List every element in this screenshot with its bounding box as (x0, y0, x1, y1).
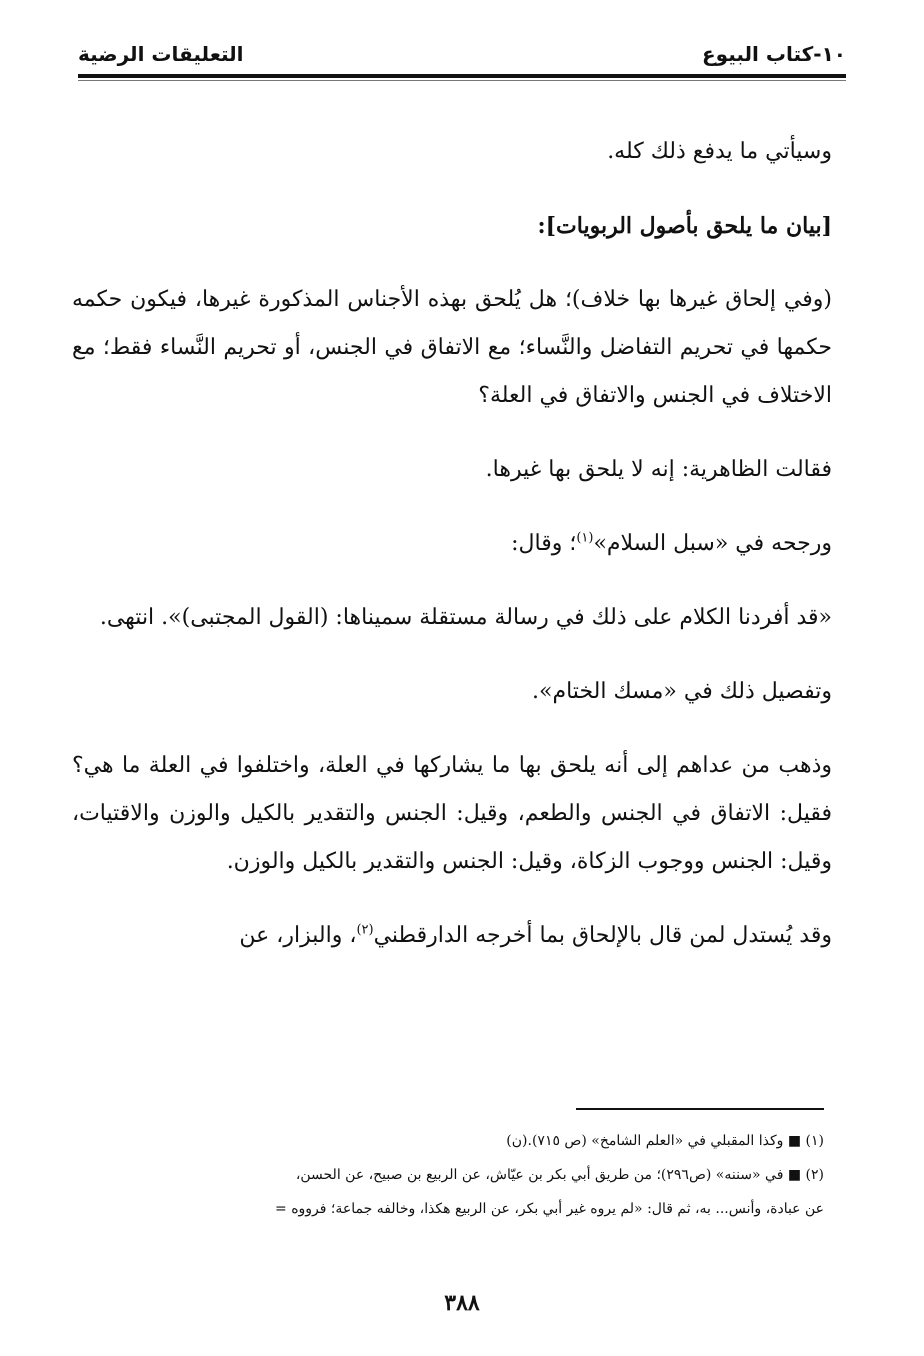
page-number: ٣٨٨ (444, 1290, 480, 1316)
paragraph-3: (وفي إلحاق غيرها بها خلاف)؛ هل يُلحق بهذه الأجناس المذكورة غيرها، فيكون حكمه حكمها في تحريم التفاضل والنَّساء؛ مع الاتفاق في الجنس، أو تحريم النَّساء فقط؛ مع الاختلاف في الجنس والاتفاق في العلة؟ (72, 287, 832, 408)
paragraph-8: وذهب من عداهم إلى أنه يلحق بها ما يشاركها في العلة، واختلفوا في العلة ما هي؟ فقيل: الاتفاق في الجنس والطعم، وقيل: الجنس والتقدير بالكيل والوزن والاقتيات، وقيل: الجنس ووجوب الزكاة، وقيل: الجنس والتقدير بالكيل والوزن. (72, 753, 832, 874)
paragraph-4: فقالت الظاهرية: إنه لا يلحق بها غيرها. (485, 457, 832, 482)
paragraph-9 (72, 912, 832, 960)
footnote-1: (١) ■ وكذا المقبلي في «العلم الشامخ» (ص ٧١٥).(ن) (506, 1133, 824, 1149)
chapter-title: ١٠-كتاب البيوع (702, 42, 846, 66)
header-rule (78, 74, 846, 78)
main-text (72, 128, 832, 986)
header-rule-thin (78, 80, 846, 81)
running-header (78, 42, 846, 74)
footnote-ref-2[interactable]: (٢) (356, 922, 374, 938)
book-title: التعليقات الرضية (78, 42, 244, 66)
paragraph-5 (72, 520, 832, 568)
footnote-ref-1[interactable]: (١) (576, 530, 594, 546)
paragraph-7: وتفصيل ذلك في «مسك الختام». (532, 679, 832, 704)
paragraph-1: وسيأتي ما يدفع ذلك كله. (607, 139, 832, 164)
paragraph-5-text: ورجحه في «سبل السلام» (593, 531, 832, 556)
footnotes (102, 1124, 824, 1226)
footnote-separator (576, 1108, 824, 1110)
paragraph-5-tail: ؛ وقال: (511, 531, 577, 556)
paragraph-9-tail: ، والبزار، عن (239, 923, 357, 948)
section-heading: [بيان ما يلحق بأصول الربويات]: (537, 213, 832, 239)
paragraph-6: «قد أفردنا الكلام على ذلك في رسالة مستقلة سميناها: (القول المجتبى)». انتهى. (99, 605, 832, 630)
footnote-2-line-2: عن عبادة، وأنس... به، ثم قال: «لم يروه غير أبي بكر، عن الربيع هكذا، وخالفه جماعة؛ فرووه = (275, 1201, 824, 1217)
footnote-2-line-1: (٢) ■ في «سننه» (ص٢٩٦)؛ من طريق أبي بكر بن عيّاش، عن الربيع بن صبيح، عن الحسن، (295, 1167, 824, 1183)
paragraph-9-text: وقد يُستدل لمن قال بالإلحاق بما أخرجه الدارقطني (373, 923, 832, 948)
